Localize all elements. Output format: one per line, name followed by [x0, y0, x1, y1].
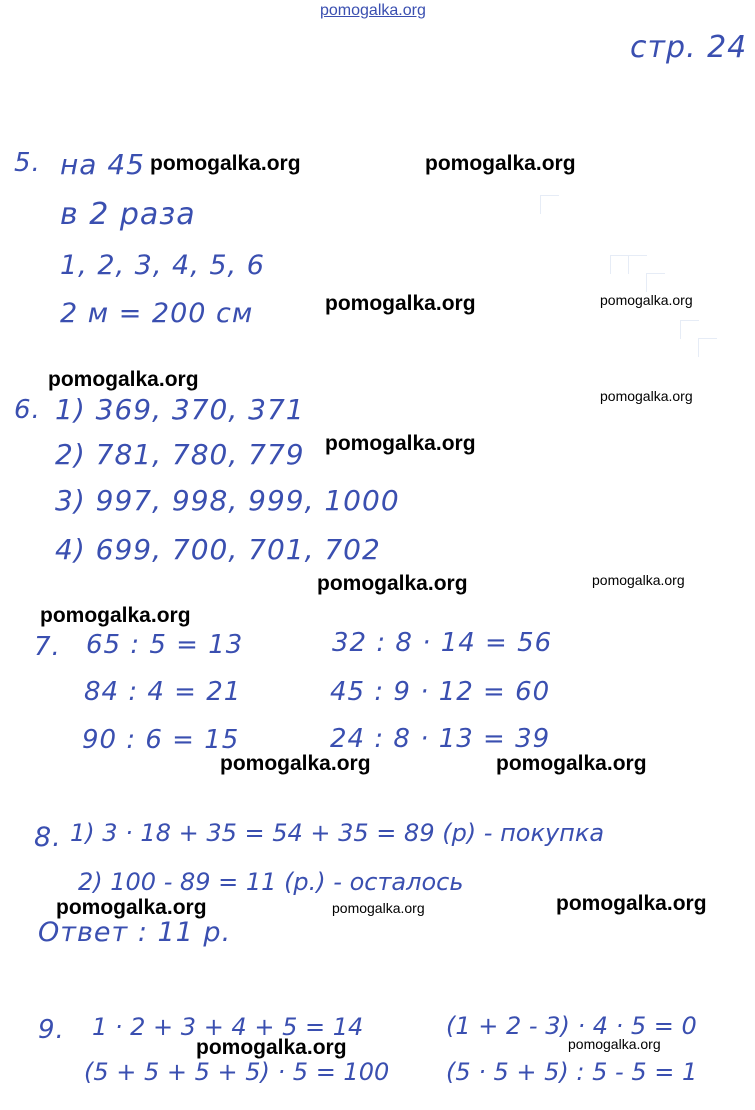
task-number: 5.	[14, 148, 41, 178]
grid-cell	[680, 320, 699, 339]
watermark: pomogalka.org	[196, 1036, 347, 1059]
task-line: (5 · 5 + 5) : 5 - 5 = 1	[446, 1058, 698, 1086]
task-line: 32 : 8 · 14 = 56	[332, 628, 553, 658]
task-number: 6.	[14, 395, 41, 425]
task-line: 3) 997, 998, 999, 1000	[55, 484, 400, 517]
task-line: 1, 2, 3, 4, 5, 6	[60, 250, 265, 281]
task-number: 8.	[34, 822, 62, 853]
watermark: pomogalka.org	[425, 152, 576, 175]
task-line: 24 : 8 · 13 = 39	[330, 724, 551, 754]
task-line: (1 + 2 - 3) · 4 · 5 = 0	[446, 1012, 697, 1040]
task-line: в 2 раза	[60, 197, 196, 232]
task-number: 7.	[34, 632, 61, 662]
watermark: pomogalka.org	[496, 752, 647, 775]
task-line: 1) 3 · 18 + 35 = 54 + 35 = 89 (р) - покупка	[70, 819, 605, 847]
grid-cell	[610, 255, 629, 274]
grid-cell	[698, 338, 717, 357]
page-number: стр. 24	[630, 30, 748, 65]
grid-cell	[646, 273, 665, 292]
watermark: pomogalka.org	[600, 292, 693, 308]
task-answer: Ответ : 11 р.	[38, 917, 232, 948]
task-line: (5 + 5 + 5 + 5) · 5 = 100	[84, 1058, 390, 1086]
task-number: 9.	[38, 1015, 65, 1045]
task-line: 2 м = 200 см	[60, 298, 254, 329]
grid-cell	[628, 255, 647, 274]
watermark: pomogalka.org	[556, 892, 707, 915]
watermark: pomogalka.org	[568, 1036, 661, 1052]
task-line: 45 : 9 · 12 = 60	[330, 677, 551, 707]
watermark: pomogalka.org	[317, 572, 468, 595]
watermark: pomogalka.org	[600, 388, 693, 404]
watermark: pomogalka.org	[40, 604, 191, 627]
watermark: pomogalka.org	[220, 752, 371, 775]
task-line: 65 : 5 = 13	[86, 630, 244, 660]
watermark: pomogalka.org	[592, 572, 685, 588]
task-line: 84 : 4 = 21	[84, 677, 242, 707]
watermark: pomogalka.org	[150, 152, 301, 175]
task-line: на 45	[60, 148, 145, 181]
task-line: 90 : 6 = 15	[82, 725, 240, 755]
watermark: pomogalka.org	[332, 900, 425, 916]
task-line: 1) 369, 370, 371	[55, 393, 305, 426]
task-line: 4) 699, 700, 701, 702	[55, 533, 381, 566]
task-line: 1 · 2 + 3 + 4 + 5 = 14	[92, 1013, 364, 1041]
watermark: pomogalka.org	[48, 368, 199, 391]
watermark: pomogalka.org	[56, 896, 207, 919]
task-line: 2) 100 - 89 = 11 (р.) - осталось	[78, 868, 464, 896]
watermark: pomogalka.org	[325, 292, 476, 315]
site-link[interactable]: pomogalka.org	[320, 2, 426, 19]
task-line: 2) 781, 780, 779	[55, 438, 305, 471]
grid-cell	[540, 195, 559, 214]
watermark: pomogalka.org	[325, 432, 476, 455]
